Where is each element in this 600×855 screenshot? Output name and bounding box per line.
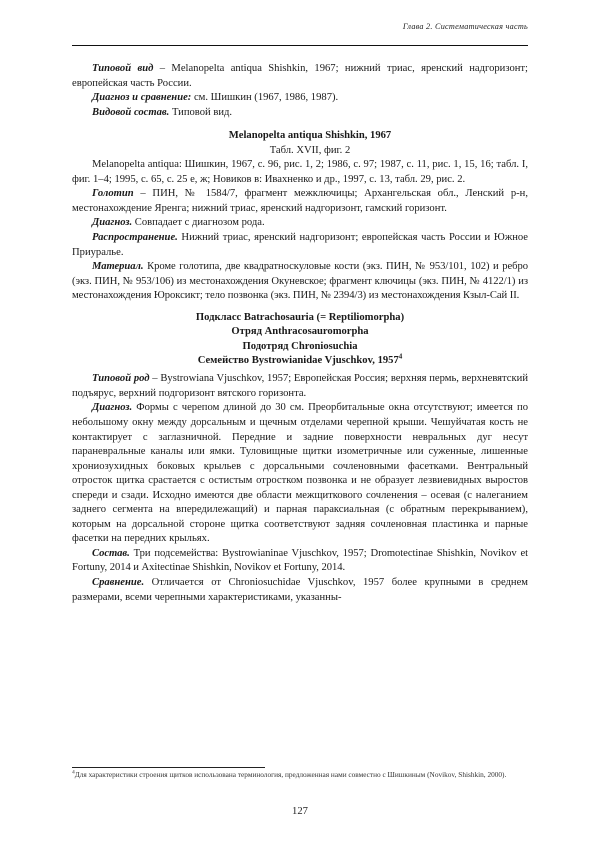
paragraph-distribution <box>72 231 528 260</box>
lead-composition: Состав. <box>92 547 130 559</box>
taxon-heading-block <box>72 311 528 369</box>
lead-species-composition: Видовой состав. <box>92 106 170 118</box>
taxon-subclass: Подкласс Batrachosauria (= Reptiliomorpha) <box>195 311 405 323</box>
text-species-composition: Типовой вид. <box>169 106 233 118</box>
lead-family-diagnosis: Диагноз. <box>92 402 133 414</box>
footnote-marker: 4 <box>72 769 75 776</box>
lead-material: Материал. <box>92 261 144 273</box>
lead-comparison: Сравнение. <box>92 577 145 589</box>
text-holotype: – ПИН, № 1584/7, фрагмент межключицы; Архангельская обл., Ленский р-н, местонахождение Яренга; нижний триас, яренский надгоризонт, гамский горизонт. <box>72 188 528 214</box>
text-type-species: – Melanopelta antiqua Shishkin, 1967; нижний триас, яренский надгоризонт; европейская часть России. <box>72 63 528 89</box>
paragraph-diagnosis-comparison <box>72 91 528 106</box>
text-diagnosis: Совпадает с диагнозом рода. <box>132 217 265 229</box>
lead-diagnosis: Диагноз. <box>92 217 133 229</box>
paragraph-synonymy: Melanopelta antiqua: Шишкин, 1967, с. 96, рис. 1, 2; 1986, с. 97; 1987, с. 11, рис. 1, 15, 16; табл. I, фиг. 1–4; 1995, с. 65, с. 25 е, ж; Новиков в: Ивахненко и др., 1997, с. 13, табл. 29, рис. 2. <box>72 159 528 185</box>
taxon-family-name: Семейство Bystrowianidae Vjuschkov, 1957 <box>197 354 399 366</box>
paragraph-comparison <box>72 576 528 605</box>
paragraph-material <box>72 260 528 304</box>
text-diagnosis-comparison: см. Шишкин (1967, 1986, 1987). <box>191 92 339 104</box>
page-body <box>72 62 528 605</box>
text-material: Кроме голотипа, две квадратноскуловые кости (экз. ПИН, № 953/101, 102) и ребро (экз. ПИН, № 953/106) из местонахождения Окуневское; фрагмент ключицы (экз. ПИН, № 4122/1) из местонахождения Юроксикт; тело позвонка (экз. ПИН, № 2394/3) из местонахождения Кзыл-Сай II. <box>72 261 528 302</box>
footnote-text: Для характеристики строения щитков использована терминология, предложенная нами совместно с Шишкиным (Novikov, Shishkin, 2000). <box>74 770 507 779</box>
text-type-genus: – Bystrowiana Vjuschkov, 1957; Европейская Россия; верхняя пермь, верхневятский подъярус, верхний подгоризонт вятского горизонта. <box>72 373 528 399</box>
paragraph-holotype <box>72 187 528 216</box>
lead-diagnosis-comparison: Диагноз и сравнение: <box>92 92 192 104</box>
lead-type-genus: Типовой род <box>92 373 150 385</box>
text-composition: Три подсемейства: Bystrowianinae Vjuschkov, 1957; Dromotectinae Shishkin, Novikov et Fortuny, 2014 и Axitectinae Shishkin, Novikov et Fortuny, 2014. <box>72 547 528 574</box>
taxon-family <box>72 354 528 368</box>
taxon-order: Отряд Anthracosauromorpha <box>231 326 369 338</box>
paragraph-type-species <box>72 62 528 91</box>
paragraph-composition <box>72 547 528 576</box>
species-heading-plate: Табл. XVII, фиг. 2 <box>269 144 351 156</box>
text-family-diagnosis: Формы с черепом длиной до 30 см. Преорбитальные окна отсутствуют; имеется по небольшому окну между дорсальным и щечным отделами черепной крыши. Чешуйчатая кость не контактирует с заглазничной. Передние и задние поверхности невральных дуг несут параневральные каналы или ямки. Туловищные щитки изометричные или суженные, лишенные хрониозухидных боковых крыльев с дорсальными сочленовными фасетками. Вентральный отросток щитка срастается с остистым отростком позвонка и не образует лезвиевидных выростов спереди и сзади. Исходно имеются две области межщиткового сочленения – осевая (с налеганием заднего сегмента на впередилежащий) и парная параксиальная (с обратным перекрыванием), которым на дорсальной стороне щитка соответствуют задняя сочленовная пластинка и парные фасетки на передних крыльях. <box>72 402 528 545</box>
footnote <box>72 770 528 780</box>
lead-distribution: Распространение. <box>92 232 178 244</box>
text-comparison: Отличается от Chroniosuchidae Vjuschkov, 1957 более крупными в среднем размерами, всеми черепными характеристиками, указанны- <box>72 577 528 603</box>
page-number: 127 <box>292 806 308 817</box>
spacer <box>72 304 528 311</box>
paragraph-diagnosis <box>72 216 528 231</box>
running-head: Глава 2. Систематическая часть <box>402 22 528 31</box>
taxon-suborder: Подотряд Chroniosuchia <box>242 340 358 352</box>
paragraph-species-composition <box>72 106 528 121</box>
footnote-marker-reference: 4 <box>398 352 403 361</box>
species-heading-title: Melanopelta antiqua Shishkin, 1967 <box>228 130 392 142</box>
footnote-separator-rule <box>72 767 265 768</box>
lead-type-species: Типовой вид <box>92 63 154 74</box>
paragraph-type-genus <box>72 372 528 401</box>
spacer <box>72 120 528 129</box>
paragraph-family-diagnosis <box>72 401 528 546</box>
header-rule <box>72 45 528 46</box>
text-distribution: Нижний триас, яренский надгоризонт; европейская часть России и Южное Приуралье. <box>72 232 528 258</box>
lead-holotype: Голотип <box>92 188 134 200</box>
